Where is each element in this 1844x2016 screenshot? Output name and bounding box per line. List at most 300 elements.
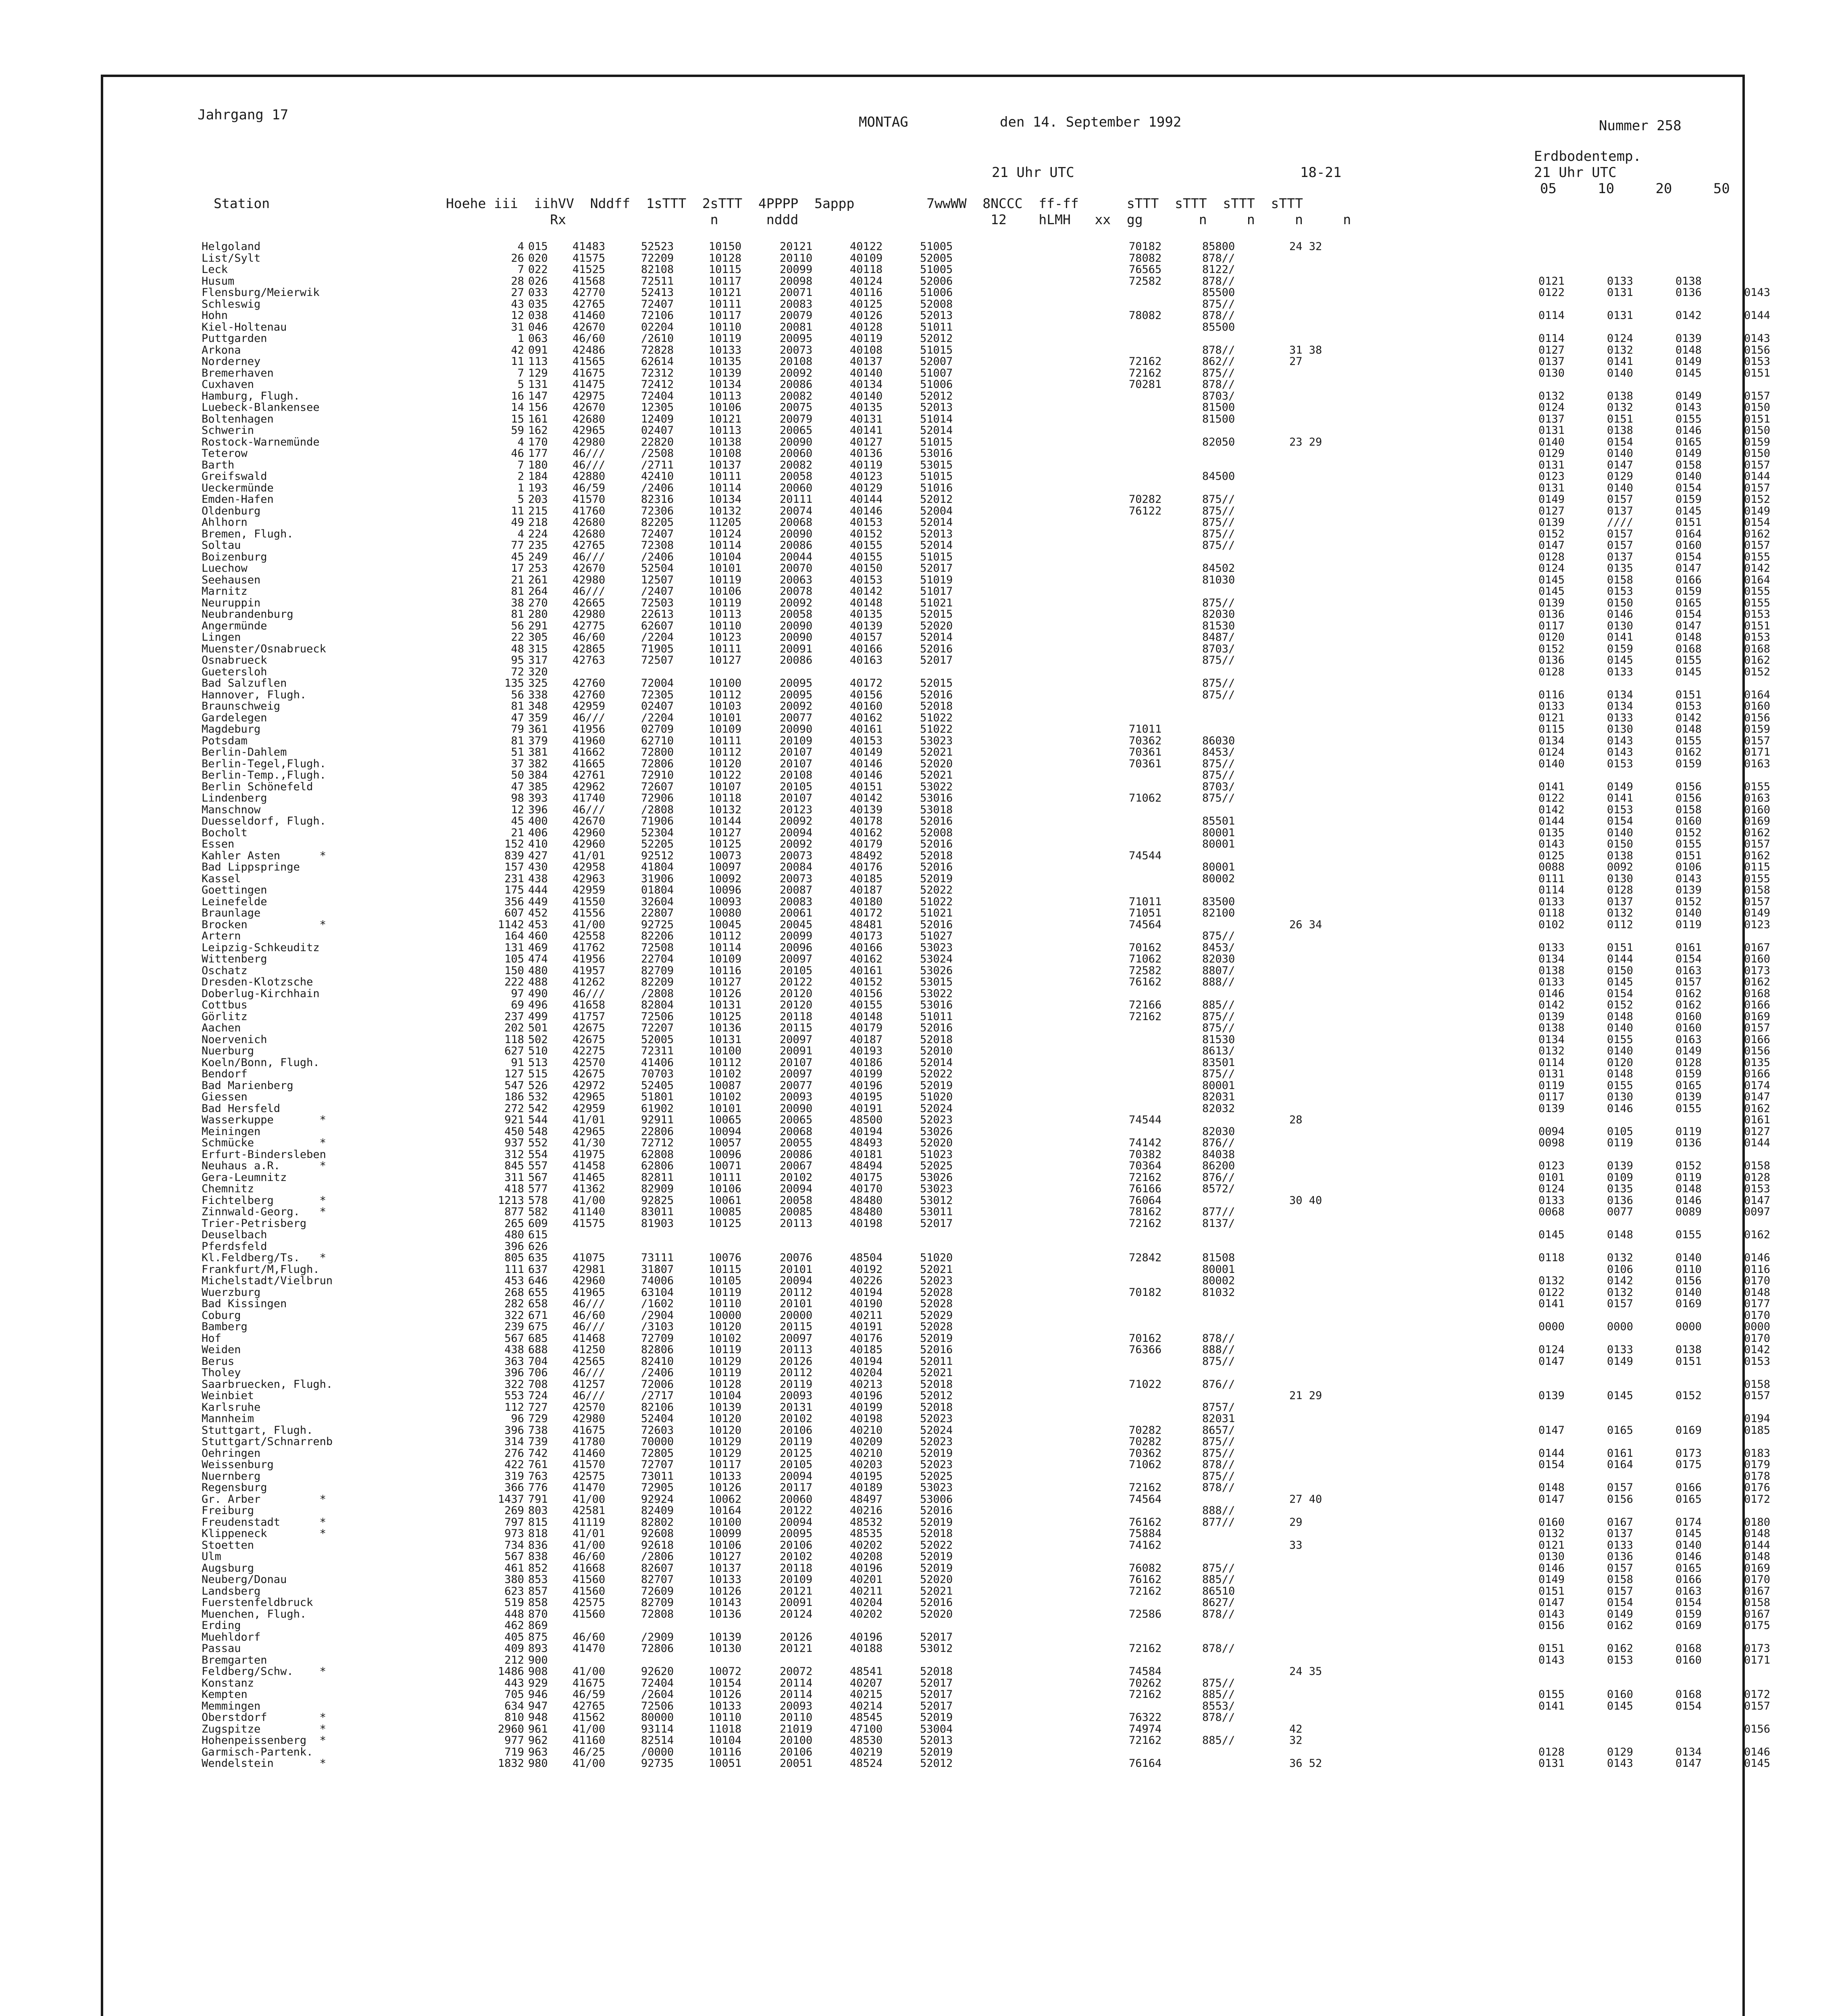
soil-temp-20: 0163 [1675, 964, 1702, 977]
soil-temp-10: 0158 [1607, 1573, 1634, 1586]
soil-temp-20: 0160 [1675, 1010, 1702, 1023]
group-2sttt: 20120 [780, 987, 813, 1000]
group-ihvv: 41570 [572, 1458, 606, 1471]
station-height: 7 [517, 458, 524, 471]
group-8nccc: 878// [1202, 1458, 1235, 1471]
soil-temp-10: 0133 [1607, 711, 1634, 724]
group-nddff: /2909 [641, 1631, 674, 1643]
group-2sttt: 20107 [780, 746, 813, 758]
group-ihvv: 41525 [572, 263, 606, 276]
station-index: 410 [528, 838, 548, 850]
group-8nccc: 8703/ [1202, 642, 1235, 655]
group-4pppp: 48481 [850, 918, 883, 931]
soil-temp-05: 0128 [1538, 665, 1565, 678]
soil-depths: 05 10 20 50 [1540, 181, 1730, 197]
soil-temp-20: 0159 [1675, 585, 1702, 598]
station-height: 16 [511, 389, 524, 402]
group-1sttt: 10065 [709, 1114, 742, 1126]
group-ihvv: 42680 [572, 412, 606, 425]
group-4pppp: 40208 [850, 1550, 883, 1563]
group-ihvv: 41140 [572, 1206, 606, 1218]
group-7wwww: 72166 [1129, 999, 1162, 1011]
station-name: Hohenpeissenberg * [202, 1734, 326, 1747]
soil-temp-10: 0162 [1607, 1642, 1634, 1655]
station-name: Feldberg/Schw. * [202, 1665, 326, 1678]
group-5appp: 52018 [920, 700, 953, 712]
station-index: 761 [528, 1458, 548, 1471]
soil-temp-05: 0142 [1538, 803, 1565, 816]
station-height: 461 [504, 1562, 524, 1574]
group-2sttt: 20091 [780, 1596, 813, 1609]
group-8nccc: 82031 [1202, 1091, 1235, 1103]
group-nddff: 82409 [641, 1504, 674, 1517]
station-name: Greifswald [202, 470, 267, 483]
station-index: 615 [528, 1229, 548, 1241]
station-name: Wasserkuppe * [202, 1114, 326, 1126]
group-nddff: 81903 [641, 1217, 674, 1230]
station-height: 405 [504, 1631, 524, 1643]
group-2sttt: 20096 [780, 941, 813, 954]
station-index: 317 [528, 654, 548, 666]
station-name: Kassel [202, 872, 241, 885]
station-name: Essen [202, 838, 235, 850]
group-8nccc: 875// [1202, 1562, 1235, 1574]
group-4pppp: 40198 [850, 1217, 883, 1230]
group-4pppp: 40152 [850, 527, 883, 540]
group-8nccc: 85500 [1202, 321, 1235, 333]
station-index: 791 [528, 1493, 548, 1506]
group-nddff: 82514 [641, 1734, 674, 1747]
station-name: Lindenberg [202, 792, 267, 804]
station-name: Aachen [202, 1022, 241, 1034]
soil-temp-10: 0130 [1607, 723, 1634, 735]
group-nddff: /2806 [641, 1550, 674, 1563]
soil-temp-05: 0118 [1538, 1252, 1565, 1264]
group-8nccc: 8122/ [1202, 263, 1235, 276]
gust-ffff: 27 40 [1289, 1493, 1322, 1506]
station-height: 81 [511, 608, 524, 621]
group-5appp: 53016 [920, 999, 953, 1011]
group-7wwww: 70182 [1129, 1286, 1162, 1299]
soil-temp-05: 0121 [1538, 1539, 1565, 1552]
group-1sttt: 10126 [709, 987, 742, 1000]
group-7wwww: 76064 [1129, 1194, 1162, 1207]
station-height: 269 [504, 1504, 524, 1517]
group-2sttt: 20073 [780, 872, 813, 885]
station-height: 7 [517, 263, 524, 276]
station-height: 480 [504, 1229, 524, 1241]
group-8nccc: 875// [1202, 367, 1235, 379]
group-ihvv: 41568 [572, 275, 606, 287]
group-2sttt: 20045 [780, 918, 813, 931]
group-5appp: 52016 [920, 918, 953, 931]
group-ihvv: 42680 [572, 527, 606, 540]
station-index: 655 [528, 1286, 548, 1299]
group-nddff: /2407 [641, 585, 674, 598]
group-7wwww: 72582 [1129, 964, 1162, 977]
group-nddff: 72910 [641, 769, 674, 781]
group-4pppp: 47100 [850, 1722, 883, 1735]
station-name: Luebeck-Blankensee [202, 401, 320, 414]
group-4pppp: 40219 [850, 1745, 883, 1758]
group-1sttt: 10119 [709, 573, 742, 586]
station-height: 356 [504, 895, 524, 908]
group-1sttt: 10144 [709, 815, 742, 827]
soil-temp-05: 0068 [1538, 1206, 1565, 1218]
group-1sttt: 10117 [709, 275, 742, 287]
station-height: 418 [504, 1183, 524, 1195]
group-1sttt: 10125 [709, 1217, 742, 1230]
group-nddff: 72806 [641, 757, 674, 770]
soil-temp-20: 0165 [1675, 1079, 1702, 1092]
group-ihvv: 41/00 [572, 918, 606, 931]
station-name: Görlitz [202, 1010, 248, 1023]
station-name: Bad Marienberg [202, 1079, 293, 1092]
group-nddff: 62808 [641, 1148, 674, 1161]
soil-temp-20: 0165 [1675, 596, 1702, 609]
station-height: 322 [504, 1309, 524, 1322]
soil-temp-10: 0167 [1607, 1516, 1634, 1529]
group-ihvv: 41458 [572, 1160, 606, 1172]
station-index: 946 [528, 1688, 548, 1701]
group-2sttt: 20122 [780, 976, 813, 988]
group-2sttt: 20125 [780, 1447, 813, 1460]
soil-temp-10: 0157 [1607, 1297, 1634, 1310]
soil-temp-05: 0115 [1538, 723, 1565, 735]
soil-temp-20: 0166 [1675, 1481, 1702, 1494]
station-height: 59 [511, 424, 524, 437]
group-nddff: 63104 [641, 1286, 674, 1299]
station-index: 215 [528, 504, 548, 517]
group-ihvv: 42761 [572, 769, 606, 781]
soil-temp-10: 0143 [1607, 734, 1634, 747]
station-index: 325 [528, 677, 548, 689]
group-4pppp: 48532 [850, 1516, 883, 1529]
station-name: Giessen [202, 1091, 248, 1103]
group-8nccc: 875// [1202, 504, 1235, 517]
soil-temp-50: 0143 [1744, 286, 1771, 299]
station-name: Muenster/Osnabrueck [202, 642, 326, 655]
group-5appp: 52019 [920, 1079, 953, 1092]
group-nddff: 72506 [641, 1699, 674, 1712]
group-7wwww: 74564 [1129, 1493, 1162, 1506]
group-5appp: 52012 [920, 1757, 953, 1770]
group-4pppp: 40166 [850, 941, 883, 954]
group-2sttt: 20085 [780, 1206, 813, 1218]
group-nddff: 52304 [641, 826, 674, 839]
group-nddff: 72506 [641, 1010, 674, 1023]
group-8nccc: 84038 [1202, 1148, 1235, 1161]
group-nddff: 02709 [641, 723, 674, 735]
group-ihvv: 46/// [572, 550, 606, 563]
soil-temp-05: 0137 [1538, 355, 1565, 368]
group-7wwww: 70262 [1129, 1677, 1162, 1689]
group-ihvv: 41460 [572, 309, 606, 322]
soil-temp-50: 0148 [1744, 1286, 1771, 1299]
station-index: 038 [528, 309, 548, 322]
station-height: 28 [511, 275, 524, 287]
group-nddff: 71906 [641, 815, 674, 827]
group-5appp: 52017 [920, 1677, 953, 1689]
soil-temp-10: 0147 [1607, 458, 1634, 471]
soil-temp-50: 0162 [1744, 1229, 1771, 1241]
station-index: 637 [528, 1263, 548, 1276]
group-8nccc: 81030 [1202, 573, 1235, 586]
soil-temp-05: 0160 [1538, 1516, 1565, 1529]
station-height: 48 [511, 642, 524, 655]
group-ihvv: 41262 [572, 976, 606, 988]
group-4pppp: 40108 [850, 344, 883, 356]
group-7wwww: 70361 [1129, 757, 1162, 770]
soil-temp-50: 0173 [1744, 1642, 1771, 1655]
station-height: 1832 [497, 1757, 524, 1770]
station-name: Braunschweig [202, 700, 281, 712]
soil-temp-05: 0135 [1538, 826, 1565, 839]
group-4pppp: 48535 [850, 1527, 883, 1540]
soil-temp-10: 0140 [1607, 1045, 1634, 1057]
group-1sttt: 10071 [709, 1160, 742, 1172]
group-5appp: 53015 [920, 458, 953, 471]
soil-temp-10: 0146 [1607, 608, 1634, 621]
soil-temp-10: 0133 [1607, 1343, 1634, 1356]
soil-temp-20: 0152 [1675, 1160, 1702, 1172]
group-4pppp: 40152 [850, 976, 883, 988]
group-5appp: 52012 [920, 389, 953, 402]
soil-temp-10: 0154 [1607, 987, 1634, 1000]
group-ihvv: 42565 [572, 1355, 606, 1368]
group-4pppp: 40210 [850, 1424, 883, 1437]
group-5appp: 52024 [920, 1424, 953, 1437]
station-index: 554 [528, 1148, 548, 1161]
group-5appp: 51014 [920, 412, 953, 425]
group-ihvv: 41/01 [572, 1527, 606, 1540]
station-index: 742 [528, 1447, 548, 1460]
station-height: 98 [511, 792, 524, 804]
group-5appp: 51006 [920, 378, 953, 391]
station-name: Stuttgart/Schnarrenb [202, 1435, 333, 1448]
station-index: 727 [528, 1401, 548, 1414]
station-index: 738 [528, 1424, 548, 1437]
group-4pppp: 40151 [850, 780, 883, 793]
soil-temp-20: 0140 [1675, 470, 1702, 483]
station-name: Magdeburg [202, 723, 261, 735]
station-name: Oschatz [202, 964, 248, 977]
group-8nccc: 81530 [1202, 619, 1235, 632]
soil-temp-10: 0135 [1607, 1183, 1634, 1195]
station-name: Hamburg, Flugh. [202, 389, 300, 402]
group-2sttt: 20084 [780, 861, 813, 873]
soil-temp-20: 0134 [1675, 1745, 1702, 1758]
group-ihvv: 41675 [572, 367, 606, 379]
group-1sttt: 10119 [709, 1366, 742, 1379]
soil-temp-05: 0131 [1538, 424, 1565, 437]
group-2sttt: 20102 [780, 1550, 813, 1563]
group-5appp: 52016 [920, 1504, 953, 1517]
group-1sttt: 11018 [709, 1722, 742, 1735]
group-4pppp: 40140 [850, 367, 883, 379]
group-nddff: 72507 [641, 654, 674, 666]
group-7wwww: 70382 [1129, 1148, 1162, 1161]
station-height: 453 [504, 1275, 524, 1287]
group-ihvv: 41/00 [572, 1757, 606, 1770]
group-5appp: 51020 [920, 1091, 953, 1103]
group-nddff: 72828 [641, 344, 674, 356]
soil-temp-20: 0159 [1675, 493, 1702, 506]
soil-temp-50: 0194 [1744, 1412, 1771, 1425]
group-2sttt: 20068 [780, 516, 813, 529]
station-index: 449 [528, 895, 548, 908]
station-name: Hof [202, 1332, 221, 1345]
station-height: 96 [511, 1412, 524, 1425]
group-8nccc: 8703/ [1202, 389, 1235, 402]
group-2sttt: 20074 [780, 504, 813, 517]
soil-temp-20: 0119 [1675, 918, 1702, 931]
soil-temp-20: 0152 [1675, 895, 1702, 908]
group-nddff: 72306 [641, 504, 674, 517]
station-index: 162 [528, 424, 548, 437]
station-index: 280 [528, 608, 548, 621]
station-index: 156 [528, 401, 548, 414]
group-ihvv: 42665 [572, 596, 606, 609]
group-1sttt: 10110 [709, 1297, 742, 1310]
station-height: 409 [504, 1642, 524, 1655]
group-2sttt: 20102 [780, 1171, 813, 1184]
group-ihvv: 41/01 [572, 849, 606, 862]
group-4pppp: 40157 [850, 631, 883, 644]
group-ihvv: 41960 [572, 734, 606, 747]
group-2sttt: 20108 [780, 355, 813, 368]
group-5appp: 51015 [920, 344, 953, 356]
soil-temp-50: 0158 [1744, 1596, 1771, 1609]
soil-temp-10: 0132 [1607, 1252, 1634, 1264]
station-name: Nuernberg [202, 1470, 261, 1483]
group-5appp: 52016 [920, 1343, 953, 1356]
group-2sttt: 20124 [780, 1608, 813, 1620]
station-index: 453 [528, 918, 548, 931]
station-index: 502 [528, 1033, 548, 1046]
group-2sttt: 20073 [780, 344, 813, 356]
group-5appp: 52020 [920, 1608, 953, 1620]
group-2sttt: 20107 [780, 792, 813, 804]
soil-temp-20: 0145 [1675, 1527, 1702, 1540]
group-8nccc: 875// [1202, 493, 1235, 506]
group-2sttt: 20077 [780, 1079, 813, 1092]
group-1sttt: 10103 [709, 700, 742, 712]
group-5appp: 51005 [920, 263, 953, 276]
soil-temp-05: 0122 [1538, 1286, 1565, 1299]
group-5appp: 52028 [920, 1320, 953, 1333]
group-1sttt: 10139 [709, 1401, 742, 1414]
station-index: 870 [528, 1608, 548, 1620]
group-5appp: 52019 [920, 872, 953, 885]
soil-temp-05: 0142 [1538, 999, 1565, 1011]
soil-temp-10: 0154 [1607, 1596, 1634, 1609]
station-index: 264 [528, 585, 548, 598]
group-4pppp: 40146 [850, 757, 883, 770]
soil-temp-50: 0162 [1744, 976, 1771, 988]
group-5appp: 52022 [920, 884, 953, 896]
group-2sttt: 20058 [780, 608, 813, 621]
group-5appp: 52016 [920, 688, 953, 701]
group-4pppp: 40215 [850, 1688, 883, 1701]
group-1sttt: 10096 [709, 1148, 742, 1161]
group-2sttt: 20112 [780, 1286, 813, 1299]
station-height: 719 [504, 1745, 524, 1758]
group-4pppp: 40199 [850, 1401, 883, 1414]
group-ihvv: 42981 [572, 1263, 606, 1276]
group-ihvv: 46/// [572, 585, 606, 598]
group-1sttt: 10136 [709, 1608, 742, 1620]
group-2sttt: 20097 [780, 953, 813, 965]
station-index: 578 [528, 1194, 548, 1207]
soil-temp-10: 0157 [1607, 1585, 1634, 1597]
group-4pppp: 40153 [850, 573, 883, 586]
group-8nccc: 8487/ [1202, 631, 1235, 644]
group-4pppp: 40202 [850, 1539, 883, 1552]
group-ihvv: 42670 [572, 562, 606, 575]
group-ihvv: 41760 [572, 504, 606, 517]
group-2sttt: 20077 [780, 711, 813, 724]
station-index: 947 [528, 1699, 548, 1712]
station-index: 567 [528, 1171, 548, 1184]
station-height: 95 [511, 654, 524, 666]
group-1sttt: 10113 [709, 389, 742, 402]
soil-temp-50: 0151 [1744, 619, 1771, 632]
group-7wwww: 78082 [1129, 252, 1162, 264]
group-ihvv: 46/// [572, 447, 606, 460]
group-5appp: 52016 [920, 861, 953, 873]
group-2sttt: 20051 [780, 1757, 813, 1770]
soil-temp-10: 0160 [1607, 1688, 1634, 1701]
soil-temp-10: 0120 [1607, 1056, 1634, 1069]
soil-temp-50: 0166 [1744, 999, 1771, 1011]
group-nddff: 73111 [641, 1252, 674, 1264]
soil-temp-05: 0119 [1538, 1079, 1565, 1092]
group-nddff: 72607 [641, 780, 674, 793]
soil-temp-50: 0177 [1744, 1297, 1771, 1310]
group-8nccc: 86030 [1202, 734, 1235, 747]
group-8nccc: 878// [1202, 378, 1235, 391]
group-ihvv: 42962 [572, 780, 606, 793]
group-nddff: 82205 [641, 516, 674, 529]
station-index: 315 [528, 642, 548, 655]
group-ihvv: 41965 [572, 1286, 606, 1299]
group-5appp: 53006 [920, 1493, 953, 1506]
group-8nccc: 885// [1202, 1573, 1235, 1586]
group-ihvv: 46/// [572, 458, 606, 471]
group-ihvv: 41119 [572, 1516, 606, 1529]
group-5appp: 52014 [920, 539, 953, 552]
soil-temp-50: 0115 [1744, 861, 1771, 873]
group-1sttt: 10112 [709, 688, 742, 701]
group-4pppp: 40139 [850, 803, 883, 816]
soil-temp-10: 0132 [1607, 401, 1634, 414]
station-name: Landsberg [202, 1585, 261, 1597]
soil-temp-10: 0151 [1607, 412, 1634, 425]
gust-ffff: 27 [1289, 355, 1303, 368]
station-height: 46 [511, 447, 524, 460]
group-ihvv: 42670 [572, 815, 606, 827]
group-1sttt: 10129 [709, 1435, 742, 1448]
group-4pppp: 48530 [850, 1734, 883, 1747]
group-7wwww: 72162 [1129, 1688, 1162, 1701]
soil-temp-10: 0131 [1607, 309, 1634, 322]
soil-temp-05: 0134 [1538, 953, 1565, 965]
soil-temp-10: 0140 [1607, 447, 1634, 460]
group-nddff: 82709 [641, 1596, 674, 1609]
soil-temp-20: 0168 [1675, 1642, 1702, 1655]
group-2sttt: 20086 [780, 378, 813, 391]
